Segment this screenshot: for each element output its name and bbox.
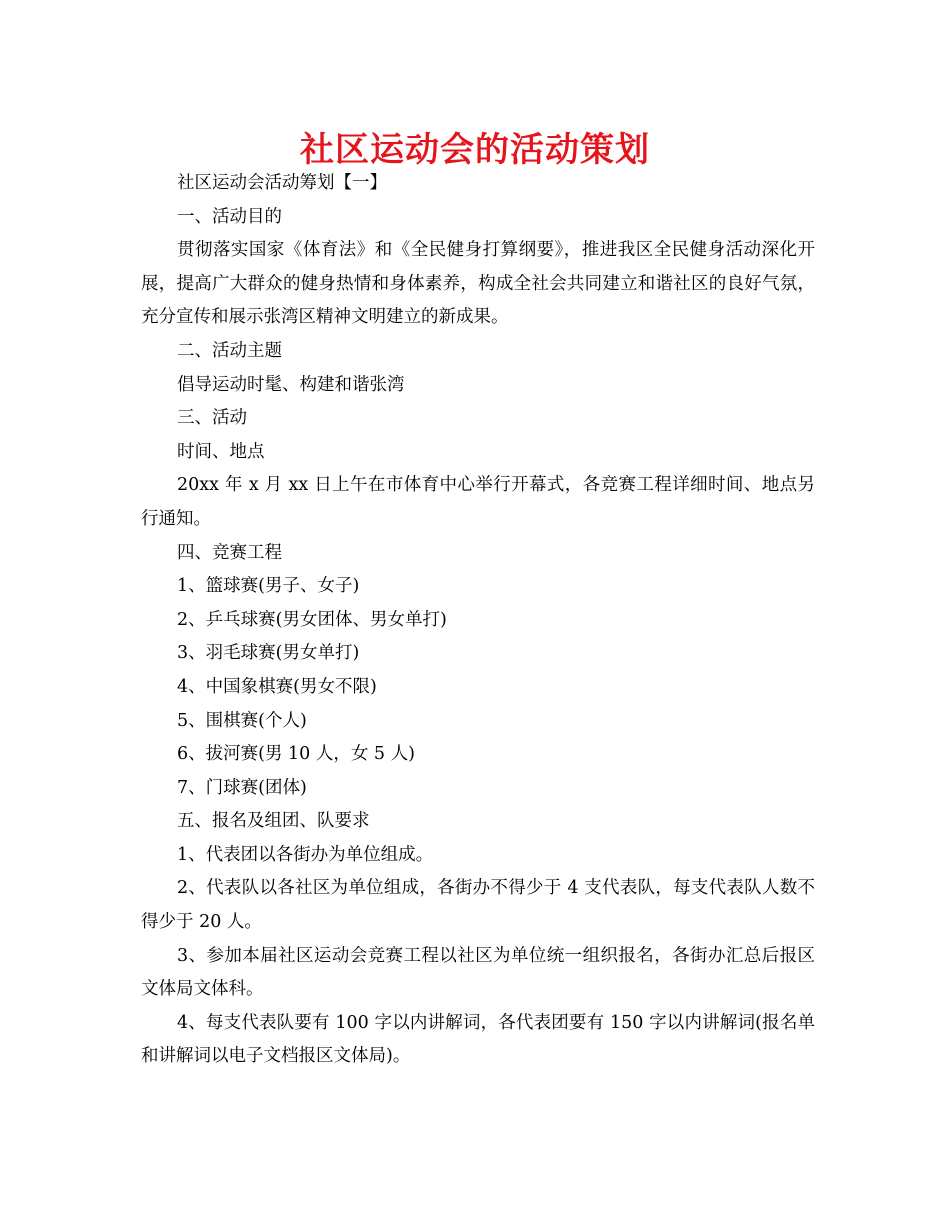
- paragraph-requirement: 1、代表团以各街办为单位组成。: [177, 844, 434, 865]
- list-item: 4、中国象棋赛(男女不限): [177, 676, 377, 697]
- paragraph-time-place: 20xx 年 x 月 xx 日上午在市体育中心举行开幕式，各竞赛工程详细时间、地点另行通知。: [141, 475, 815, 529]
- section-heading-purpose: 一、活动目的: [177, 206, 282, 227]
- list-item: 5、围棋赛(个人): [177, 710, 307, 731]
- paragraph-time-place-label: 时间、地点: [177, 441, 265, 462]
- section-heading-events: 四、竞赛工程: [177, 542, 282, 563]
- section-heading-registration: 五、报名及组团、队要求: [177, 811, 370, 832]
- paragraph-requirement: 2、代表队以各社区为单位组成，各街办不得少于 4 支代表队，每支代表队人数不得少于 20 人。: [141, 878, 815, 933]
- list-item: 7、门球赛(团体): [177, 777, 307, 798]
- section-heading-activity: 三、活动: [177, 408, 247, 429]
- section-heading-plan-one: 社区运动会活动筹划【一】: [177, 173, 387, 193]
- document-body: [141, 167, 815, 1074]
- section-heading-theme: 二、活动主题: [177, 340, 282, 361]
- list-item: 6、拔河赛(男 10 人，女 5 人): [177, 744, 415, 765]
- paragraph-requirement: 3、参加本届社区运动会竞赛工程以社区为单位统一组织报名，各街办汇总后报区文体局文体科。: [141, 945, 815, 1000]
- list-item: 1、篮球赛(男子、女子): [177, 576, 360, 597]
- list-item: 3、羽毛球赛(男女单打): [177, 643, 360, 664]
- paragraph-requirement: 4、每支代表队要有 100 字以内讲解词，各代表团要有 150 字以内讲解词(报名单和讲解词以电子文档报区文体局)。: [141, 1012, 815, 1067]
- paragraph-theme: 倡导运动时髦、构建和谐张湾: [177, 374, 405, 395]
- paragraph-purpose: 贯彻落实国家《体育法》和《全民健身打算纲要》，推进我区全民健身活动深化开展，提高广大群众的健身热情和身体素养，构成全社会共同建立和谐社区的良好气氛，充分宣传和展示张湾区精神文明建立的新成果。: [141, 240, 815, 328]
- list-item: 2、乒乓球赛(男女团体、男女单打): [177, 609, 447, 630]
- document-title: 社区运动会的活动策划: [300, 130, 650, 170]
